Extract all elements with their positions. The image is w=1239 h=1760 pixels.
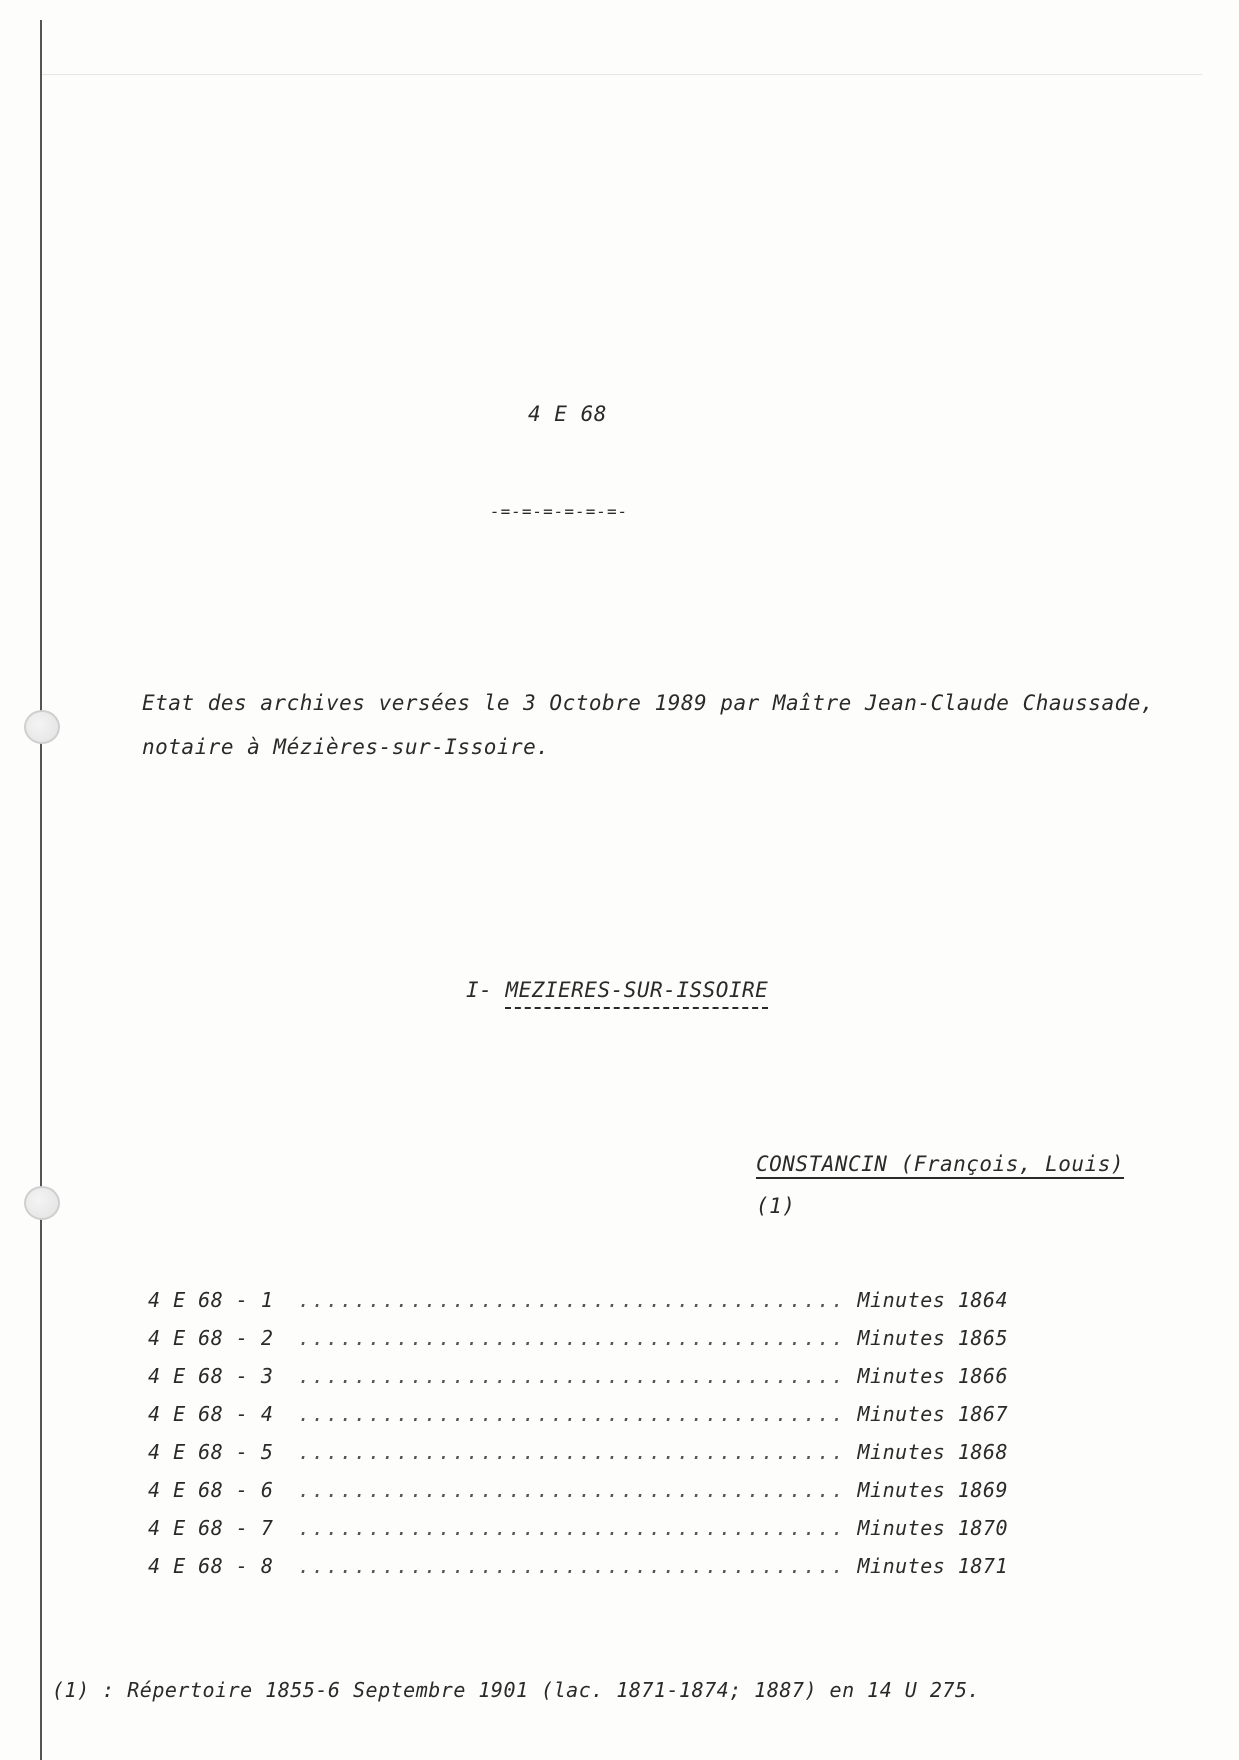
footnote: (1) : Répertoire 1855-6 Septembre 1901 (lac. 1871-1874; 1887) en 14 U 275. (52, 1678, 981, 1702)
archive-entry (148, 1554, 1008, 1592)
dot-leader (298, 1478, 846, 1502)
binding-line (40, 20, 42, 1760)
section-title: MEZIERES-SUR-ISSOIRE (505, 978, 769, 1002)
entry-code: 4 E 68 - 6 (148, 1478, 274, 1502)
punch-hole (24, 1186, 60, 1220)
dot-leader (298, 1554, 846, 1578)
archive-entry (148, 1326, 1008, 1364)
entry-label: Minutes 1864 (857, 1288, 1008, 1312)
entry-label: Minutes 1868 (857, 1440, 1008, 1464)
dot-leader (298, 1440, 846, 1464)
entry-code: 4 E 68 - 3 (148, 1364, 274, 1388)
entry-code: 4 E 68 - 4 (148, 1402, 274, 1426)
entry-code: 4 E 68 - 2 (148, 1326, 274, 1350)
entry-label: Minutes 1865 (857, 1326, 1008, 1350)
entry-code: 4 E 68 - 8 (148, 1554, 274, 1578)
dot-leader (298, 1326, 846, 1350)
dot-leader (298, 1516, 846, 1540)
entry-code: 4 E 68 - 1 (148, 1288, 274, 1312)
page-edge-line (42, 74, 1202, 75)
entry-code: 4 E 68 - 7 (148, 1516, 274, 1540)
archive-entries-list (148, 1288, 1008, 1592)
punch-hole (24, 710, 60, 744)
section-number: I- (466, 978, 493, 1002)
entry-label: Minutes 1867 (857, 1402, 1008, 1426)
archive-entry (148, 1288, 1008, 1326)
dot-leader (298, 1288, 846, 1312)
dot-leader (298, 1364, 846, 1388)
entry-label: Minutes 1869 (857, 1478, 1008, 1502)
notary-name: CONSTANCIN (François, Louis) (756, 1152, 1125, 1176)
entry-label: Minutes 1871 (857, 1554, 1008, 1578)
footnote-reference: (1) (756, 1194, 796, 1218)
archive-entry (148, 1440, 1008, 1478)
archive-entry (148, 1402, 1008, 1440)
archive-entry (148, 1364, 1008, 1402)
entry-label: Minutes 1866 (857, 1364, 1008, 1388)
archive-entry (148, 1478, 1008, 1516)
document-code: 4 E 68 (528, 402, 607, 426)
intro-paragraph: Etat des archives versées le 3 Octobre 1989 par Maître Jean-Claude Chaussade, notaire à Mézières-sur-Issoire. (142, 691, 1155, 759)
entry-label: Minutes 1870 (857, 1516, 1008, 1540)
entry-code: 4 E 68 - 5 (148, 1440, 274, 1464)
dot-leader (298, 1402, 846, 1426)
section-heading (466, 978, 768, 1002)
title-divider: -=-=-=-=-=-=- (490, 502, 629, 521)
archive-entry (148, 1516, 1008, 1554)
